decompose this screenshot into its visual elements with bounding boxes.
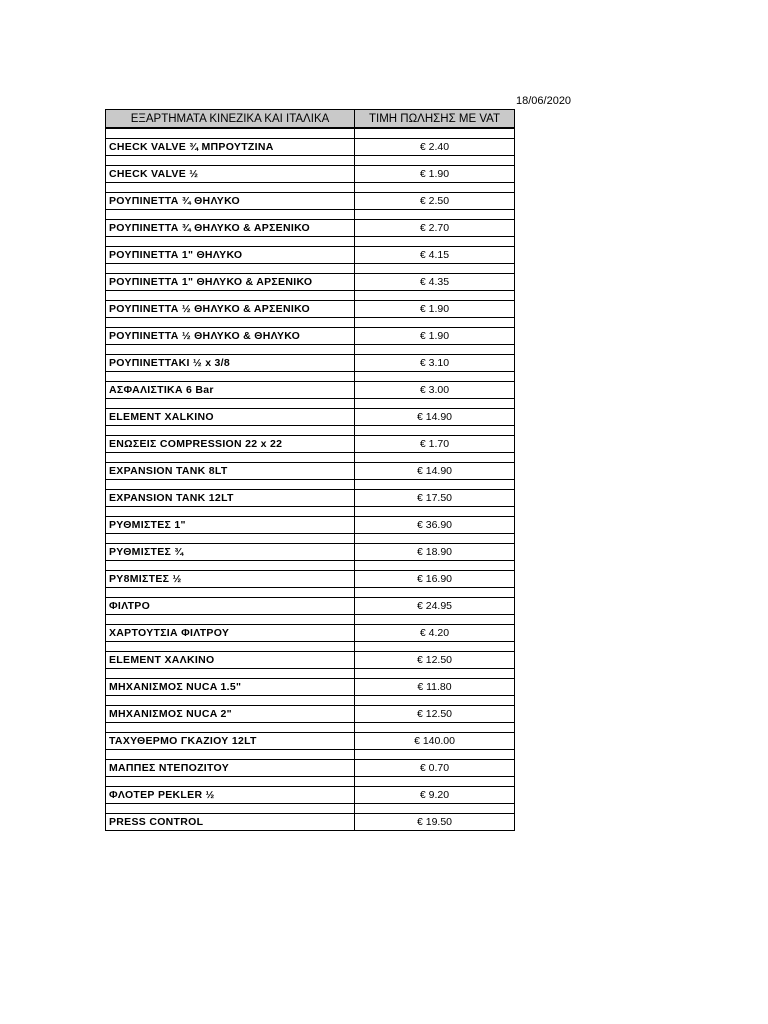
spacer-cell xyxy=(106,453,355,463)
spacer-cell xyxy=(106,669,355,679)
spacer-row xyxy=(106,696,515,706)
spacer-cell xyxy=(106,345,355,355)
table-row xyxy=(106,517,515,534)
table-row xyxy=(106,409,515,426)
table-row xyxy=(106,355,515,372)
spacer-cell xyxy=(106,291,355,301)
item-price-cell: € 14.90 xyxy=(355,409,515,426)
spacer-cell xyxy=(355,696,515,706)
item-price-cell: € 4.20 xyxy=(355,625,515,642)
spacer-row xyxy=(106,237,515,247)
document-date: 18/06/2020 xyxy=(516,95,572,107)
item-name-cell: ΕΝΩΣΕΙΣ COMPRESSION 22 x 22 xyxy=(106,436,355,453)
spacer-row xyxy=(106,264,515,274)
table-row xyxy=(106,247,515,264)
item-name-cell: ΡΟΥΠΙΝΕΤΤΑ ½ ΘΗΛΥΚΟ & ΑΡΣΕΝΙΚΟ xyxy=(106,301,355,318)
item-price-cell: € 3.10 xyxy=(355,355,515,372)
item-price-cell: € 19.50 xyxy=(355,814,515,831)
table-row xyxy=(106,625,515,642)
item-price-cell: € 3.00 xyxy=(355,382,515,399)
table-row xyxy=(106,679,515,696)
item-name-cell: ΦΙΛΤΡΟ xyxy=(106,598,355,615)
table-row xyxy=(106,436,515,453)
spacer-cell xyxy=(355,615,515,625)
item-price-cell: € 17.50 xyxy=(355,490,515,507)
item-name-cell: ΡΟΥΠΙΝΕΤΤΑ ½ ΘΗΛΥΚΟ & ΘΗΛΥΚΟ xyxy=(106,328,355,345)
spacer-cell xyxy=(106,156,355,166)
spacer-row xyxy=(106,183,515,193)
spacer-cell xyxy=(355,291,515,301)
item-price-cell: € 1.70 xyxy=(355,436,515,453)
spacer-cell xyxy=(106,426,355,436)
spacer-row xyxy=(106,345,515,355)
spacer-row xyxy=(106,156,515,166)
spacer-cell xyxy=(355,128,515,139)
spacer-cell xyxy=(355,399,515,409)
item-name-cell: ΡΥΘΜΙΣΤΕΣ ¾ xyxy=(106,544,355,561)
spacer-cell xyxy=(355,453,515,463)
table-row xyxy=(106,220,515,237)
item-name-cell: ΧΑΡΤΟΥΤΣΙΑ ΦΙΛΤΡΟΥ xyxy=(106,625,355,642)
spacer-cell xyxy=(106,264,355,274)
item-name-cell: PRESS CONTROL xyxy=(106,814,355,831)
table-row xyxy=(106,490,515,507)
item-price-cell: € 24.95 xyxy=(355,598,515,615)
item-price-cell: € 4.15 xyxy=(355,247,515,264)
spacer-cell xyxy=(106,128,355,139)
spacer-cell xyxy=(355,804,515,814)
spacer-row xyxy=(106,777,515,787)
spacer-cell xyxy=(355,723,515,733)
spacer-cell xyxy=(106,372,355,382)
spacer-cell xyxy=(355,750,515,760)
table-row xyxy=(106,166,515,183)
item-name-cell: CHECK VALVE ½ xyxy=(106,166,355,183)
spacer-row xyxy=(106,588,515,598)
item-price-cell: € 2.70 xyxy=(355,220,515,237)
item-price-cell: € 140.00 xyxy=(355,733,515,750)
item-name-cell: ΜΑΠΠΕΣ ΝΤΕΠΟΖΙΤΟΥ xyxy=(106,760,355,777)
header-row xyxy=(106,110,515,129)
spacer-cell xyxy=(106,480,355,490)
spacer-cell xyxy=(106,696,355,706)
spacer-row xyxy=(106,723,515,733)
table-row xyxy=(106,544,515,561)
spacer-cell xyxy=(106,804,355,814)
item-price-cell: € 9.20 xyxy=(355,787,515,804)
spacer-cell xyxy=(106,534,355,544)
spacer-cell xyxy=(106,318,355,328)
spacer-row xyxy=(106,750,515,760)
item-price-cell: € 4.35 xyxy=(355,274,515,291)
item-name-cell: ΡΟΥΠΙΝΕΤΤΑ 1" ΘΗΛΥΚΟ & ΑΡΣΕΝΙΚΟ xyxy=(106,274,355,291)
spacer-row xyxy=(106,507,515,517)
item-price-cell: € 16.90 xyxy=(355,571,515,588)
item-price-cell: € 1.90 xyxy=(355,301,515,318)
item-price-cell: € 2.50 xyxy=(355,193,515,210)
table-row xyxy=(106,814,515,831)
spacer-cell xyxy=(355,345,515,355)
spacer-row xyxy=(106,128,515,139)
item-price-cell: € 14.90 xyxy=(355,463,515,480)
item-name-cell: ΡΟΥΠΙΝΕΤΤΑ 1" ΘΗΛΥΚΟ xyxy=(106,247,355,264)
spacer-cell xyxy=(106,642,355,652)
item-price-cell: € 1.90 xyxy=(355,166,515,183)
spacer-cell xyxy=(106,723,355,733)
table-row xyxy=(106,139,515,156)
spacer-row xyxy=(106,615,515,625)
item-name-cell: ELEMENT ΧΑΛΚΙΝΟ xyxy=(106,652,355,669)
table-row xyxy=(106,274,515,291)
table-row xyxy=(106,598,515,615)
spacer-cell xyxy=(106,588,355,598)
spacer-cell xyxy=(355,210,515,220)
spacer-row xyxy=(106,642,515,652)
price-column-header: ΤΙΜΗ ΠΩΛΗΣΗΣ ΜΕ VAT xyxy=(355,110,515,129)
spacer-row xyxy=(106,453,515,463)
spacer-cell xyxy=(355,588,515,598)
item-price-cell: € 1.90 xyxy=(355,328,515,345)
price-table xyxy=(105,109,515,831)
table-row xyxy=(106,760,515,777)
spacer-cell xyxy=(355,777,515,787)
item-price-cell: € 2.40 xyxy=(355,139,515,156)
item-column-header: ΕΞΑΡΤΗΜΑΤΑ ΚΙΝΕΖΙΚΑ ΚΑΙ ΙΤΑΛΙΚΑ xyxy=(106,110,355,129)
spacer-cell xyxy=(355,534,515,544)
spacer-cell xyxy=(355,183,515,193)
item-name-cell: ΑΣΦΑΛΙΣΤΙΚΑ 6 Bar xyxy=(106,382,355,399)
item-name-cell: ΡΟΥΠΙΝΕΤΤΑ ¾ ΘΗΛΥΚΟ & ΑΡΣΕΝΙΚΟ xyxy=(106,220,355,237)
spacer-cell xyxy=(106,777,355,787)
table-row xyxy=(106,733,515,750)
spacer-cell xyxy=(355,426,515,436)
spacer-cell xyxy=(106,183,355,193)
table-row xyxy=(106,787,515,804)
table-row xyxy=(106,652,515,669)
spacer-cell xyxy=(355,669,515,679)
table-row xyxy=(106,706,515,723)
spacer-row xyxy=(106,561,515,571)
spacer-row xyxy=(106,669,515,679)
item-price-cell: € 12.50 xyxy=(355,706,515,723)
spacer-cell xyxy=(355,156,515,166)
item-price-cell: € 18.90 xyxy=(355,544,515,561)
spacer-cell xyxy=(106,399,355,409)
spacer-cell xyxy=(106,210,355,220)
spacer-row xyxy=(106,372,515,382)
spacer-cell xyxy=(355,507,515,517)
spacer-cell xyxy=(106,507,355,517)
table-body xyxy=(106,128,515,831)
table-row xyxy=(106,328,515,345)
spacer-cell xyxy=(106,615,355,625)
item-name-cell: EXPANSION TANK 12LT xyxy=(106,490,355,507)
item-price-cell: € 36.90 xyxy=(355,517,515,534)
item-name-cell: ELEMENT XALKINO xyxy=(106,409,355,426)
spacer-row xyxy=(106,399,515,409)
spacer-cell xyxy=(355,264,515,274)
item-price-cell: € 0.70 xyxy=(355,760,515,777)
item-name-cell: ΤΑΧΥΘΕΡΜΟ ΓΚΑΖΙΟΥ 12LT xyxy=(106,733,355,750)
spacer-cell xyxy=(106,237,355,247)
spacer-row xyxy=(106,804,515,814)
spacer-cell xyxy=(355,237,515,247)
spacer-cell xyxy=(355,480,515,490)
spacer-cell xyxy=(355,642,515,652)
table-row xyxy=(106,463,515,480)
spacer-cell xyxy=(355,318,515,328)
spacer-row xyxy=(106,291,515,301)
spacer-row xyxy=(106,426,515,436)
item-name-cell: ΜΗΧΑΝΙΣΜΟΣ NUCA 2" xyxy=(106,706,355,723)
spacer-cell xyxy=(106,750,355,760)
table-row xyxy=(106,193,515,210)
item-price-cell: € 11.80 xyxy=(355,679,515,696)
spacer-cell xyxy=(106,561,355,571)
item-name-cell: ΦΛΟΤΕΡ PEKLER ½ xyxy=(106,787,355,804)
item-name-cell: ΡΥΘΜΙΣΤΕΣ 1" xyxy=(106,517,355,534)
item-name-cell: ΡΟΥΠΙΝΕΤΤΑΚΙ ½ x 3/8 xyxy=(106,355,355,372)
item-name-cell: ΡΥ8ΜΙΣΤΕΣ ½ xyxy=(106,571,355,588)
table-row xyxy=(106,382,515,399)
item-name-cell: ΜΗΧΑΝΙΣΜΟΣ NUCA 1.5" xyxy=(106,679,355,696)
item-name-cell: CHECK VALVE ¾ ΜΠΡΟΥΤΖΙΝΑ xyxy=(106,139,355,156)
table-row xyxy=(106,571,515,588)
item-price-cell: € 12.50 xyxy=(355,652,515,669)
item-name-cell: EXPANSION TANK 8LT xyxy=(106,463,355,480)
spacer-row xyxy=(106,534,515,544)
spacer-cell xyxy=(355,561,515,571)
item-name-cell: ΡΟΥΠΙΝΕΤΤΑ ¾ ΘΗΛΥΚΟ xyxy=(106,193,355,210)
spacer-row xyxy=(106,210,515,220)
spacer-cell xyxy=(355,372,515,382)
spacer-row xyxy=(106,480,515,490)
table-row xyxy=(106,301,515,318)
spacer-row xyxy=(106,318,515,328)
